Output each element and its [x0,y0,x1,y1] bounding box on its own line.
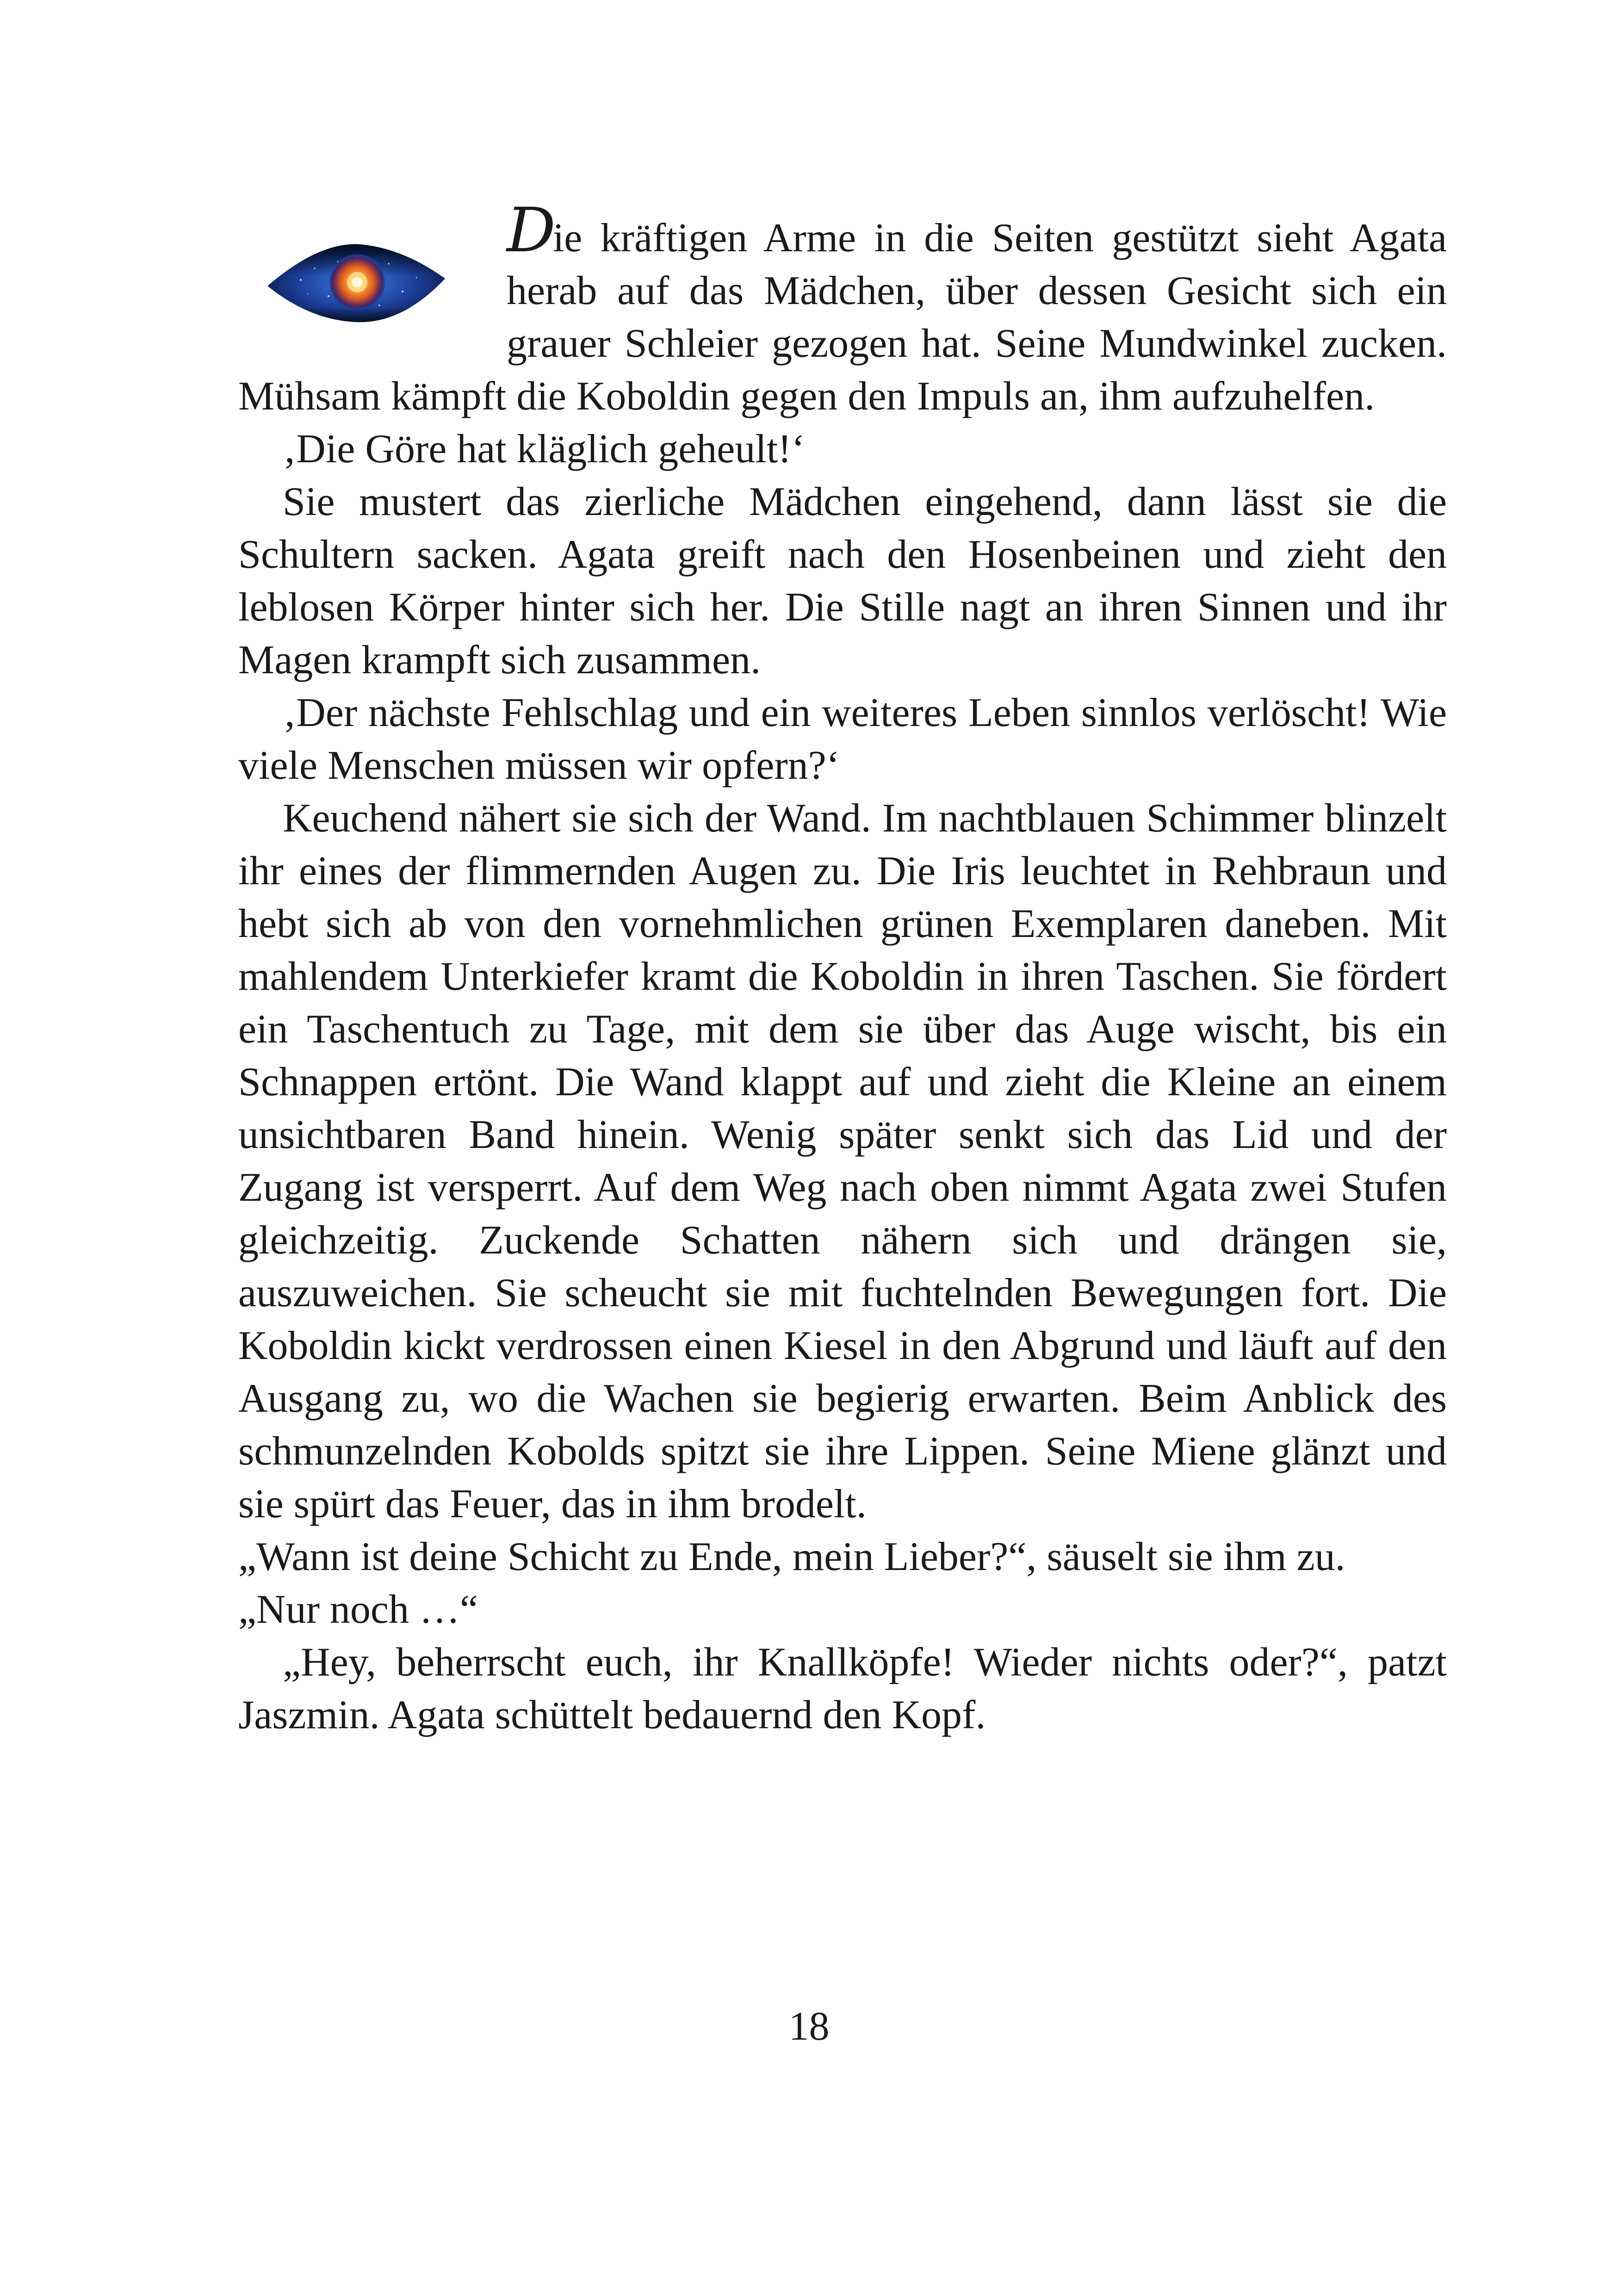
paragraph: ‚Die Göre hat kläglich geheult!‘ [283,427,805,472]
paragraph-text: ie kräftigen Arme in die Seiten gestützt sieht Agata herab auf das Mädchen, über dessen Gesicht sich ein grauer Schleier gezogen hat. Seine Mundwinkel zucken. Mühsam kämpft die Koboldin gegen den Impuls an, ihm aufzuhelfen. [238,216,1447,419]
cosmic-eye-icon [264,236,449,329]
paragraph: Sie mustert das zierliche Mädchen eingehend, dann lässt sie die Schultern sacken. Agata greift nach den Hosenbeinen und zieht den leblosen Körper hinter sich her. Die Stille nagt an ihren Sinnen und ihr Magen krampft sich zusammen. [238,479,1447,683]
paragraph: Keuchend nähert sie sich der Wand. Im nachtblauen Schimmer blinzelt ihr eines der flimmernden Augen zu. Die Iris leuchtet in Rehbraun und hebt sich ab von den vornehmlichen grünen Exemplaren daneben. Mit mahlendem Unterkiefer kramt die Koboldin in ihren Taschen. Sie fördert ein Taschentuch zu Tage, mit dem sie über das Auge wischt, bis ein Schnappen ertönt. Die Wand klappt auf und zieht die Kleine an einem unsichtbaren Band hinein. Wenig später senkt sich das Lid und der Zugang ist versperrt. Auf dem Weg nach oben nimmt Agata zwei Stufen gleichzeitig. Zuckende Schatten nähern sich und drängen sie, auszuweichen. Sie scheucht sie mit fuchtelnden Bewegungen fort. Die Koboldin kickt verdrossen einen Kiesel in den Abgrund und läuft auf den Ausgang zu, wo die Wachen sie begierig erwarten. Beim Anblick des schmunzelnden Kobolds spitzt sie ihre Lippen. Seine Miene glänzt und sie spürt das Feuer, das in ihm brodelt. [238,796,1447,1527]
eye-illustration [238,207,497,366]
drop-cap-letter: D [507,195,553,266]
chapter-text [238,195,1447,1742]
paragraph: „Hey, beherrscht euch, ihr Knallköpfe! Wieder nichts oder?“, patzt Jaszmin. Agata schüttelt bedauernd den Kopf. [238,1640,1447,1738]
paragraph: ‚Der nächste Fehlschlag und ein weiteres Leben sinnlos verlöscht! Wie viele Menschen müssen wir opfern?‘ [238,690,1447,788]
page-number: 18 [788,2004,830,2049]
paragraph: „Wann ist deine Schicht zu Ende, mein Lieber?“, säuselt sie ihm zu. [238,1534,1345,1579]
paragraph: „Nur noch …“ [238,1587,478,1632]
